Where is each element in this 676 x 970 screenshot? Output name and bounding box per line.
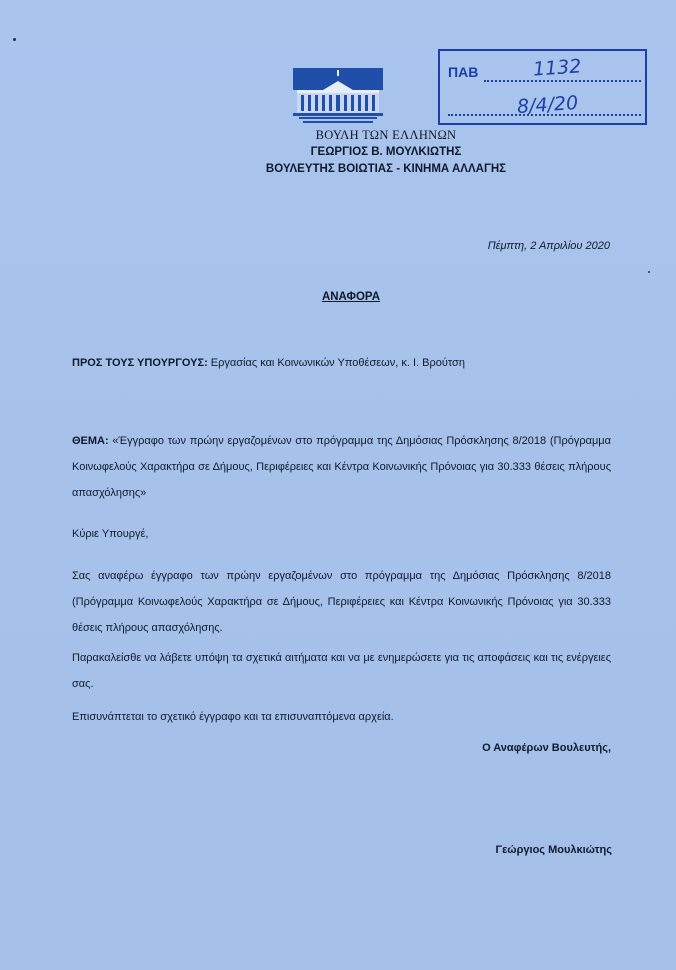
greeting: Κύριε Υπουργέ, [72,528,149,540]
signatory-name: Γεώργιος Μουλκιώτης [495,844,612,856]
document-date: Πέμπτη, 2 Απριλίου 2020 [487,240,610,252]
recipient-line [72,357,632,369]
recipient-value: Εργασίας και Κοινωνικών Υποθέσεων, κ. Ι. Βρούτση [210,357,465,369]
subject-text: «Έγγραφο των πρώην εργαζομένων στο πρόγραμμα της Δημόσιας Πρόσκλησης 8/2018 (Πρόγραμμα Κοινωφελούς Χαρακτήρα σε Δήμους, Περιφέρειες και Κέντρα Κοινωνικής Πρόνοιας για 30.333 θέσεις πλήρους απασχόλησης» [72,435,611,499]
scan-speck [648,271,650,273]
recipient-label: ΠΡΟΣ ΤΟΥΣ ΥΠΟΥΡΓΟΥΣ: [72,357,208,369]
stamp-date: 8/4/20 [516,91,579,119]
subject-paragraph [72,428,611,506]
parliament-name: ΒΟΥΛΗ ΤΩΝ ΕΛΛΗΝΩΝ [315,128,457,142]
subject-label: ΘΕΜΑ: [72,435,109,447]
registration-stamp [438,49,647,125]
stamp-label: ΠΑΒ [448,64,479,80]
mp-role: ΒΟΥΛΕΥΤΗΣ ΒΟΙΩΤΙΑΣ - ΚΙΝΗΜΑ ΑΛΛΑΓΗΣ [265,163,507,175]
body-paragraph-1: Σας αναφέρω έγγραφο των πρώην εργαζομένων στο πρόγραμμα της Δημόσιας Πρόσκλησης 8/2018 (Πρόγραμμα Κοινωφελούς Χαρακτήρα σε Δήμους, Περιφέρειες και Κέντρα Κοινωνικής Πρόνοιας για 30.333 θέσεις πλήρους απασχόλησης. [72,570,611,634]
stamp-protocol-number: 1132 [532,55,583,81]
scan-speck [13,38,16,41]
mp-name: ΓΕΩΡΓΙΟΣ Β. ΜΟΥΛΚΙΩΤΗΣ [310,146,462,158]
document-title: ΑΝΑΦΟΡΑ [321,291,381,303]
signatory-role: Ο Αναφέρων Βουλευτής, [482,742,611,754]
body-paragraph-2: Παρακαλείσθε να λάβετε υπόψη τα σχετικά αιτήματα και να με ενημερώσετε για τις αποφάσεις και τις ενέργειες σας. [72,652,611,690]
body-paragraph-3: Επισυνάπτεται το σχετικό έγγραφο και τα επισυναπτόμενα αρχεία. [72,711,394,723]
stamp-dotted-line [484,80,641,82]
parliament-logo-icon [293,68,383,124]
